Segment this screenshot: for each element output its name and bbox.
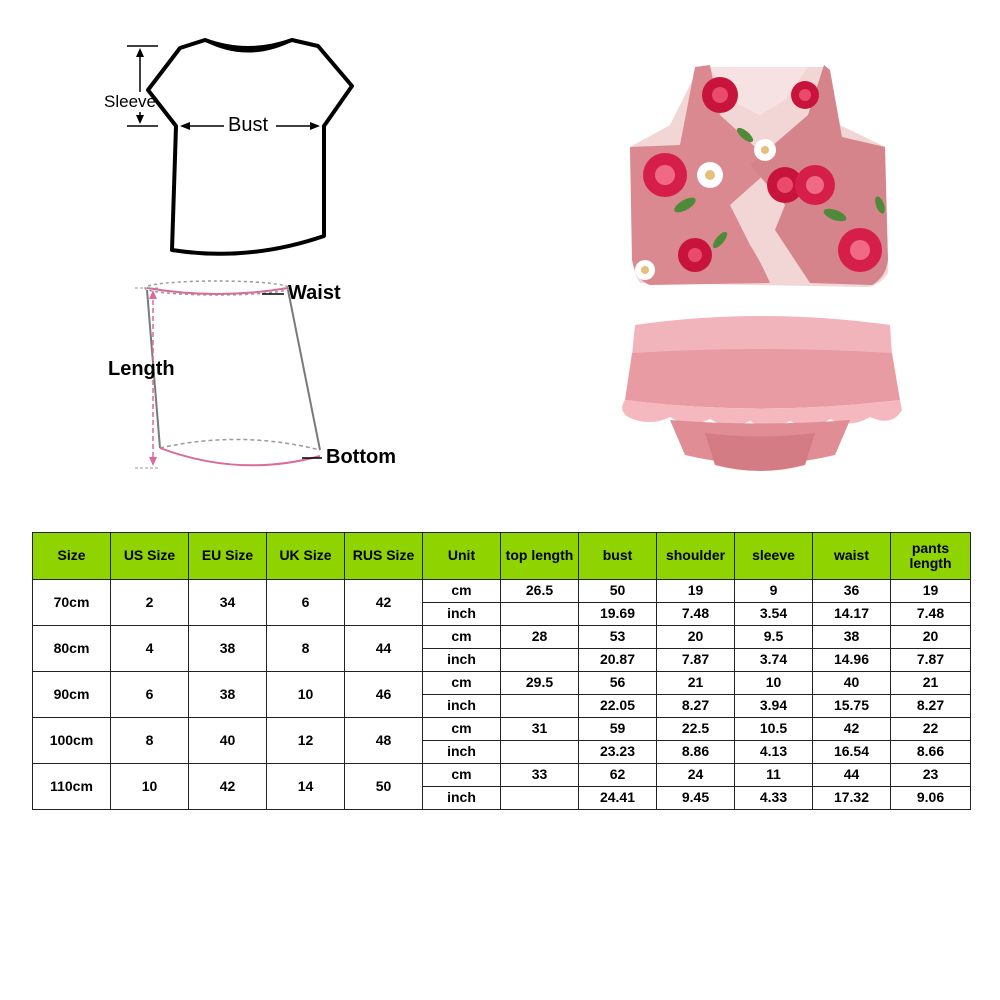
cell-sleeve: 4.13: [735, 741, 813, 764]
cell-rus: 50: [345, 764, 423, 810]
cell-sleeve: 11: [735, 764, 813, 787]
cell-shoulder: 7.87: [657, 649, 735, 672]
cell-uk: 6: [267, 580, 345, 626]
cell-bust: 59: [579, 718, 657, 741]
header-uk-size: UK Size: [267, 533, 345, 580]
cell-sleeve: 3.54: [735, 603, 813, 626]
header-us-size: US Size: [111, 533, 189, 580]
header-unit: Unit: [423, 533, 501, 580]
cell-sleeve: 10.5: [735, 718, 813, 741]
cell-waist: 36: [813, 580, 891, 603]
bottom-label: Bottom: [326, 446, 396, 468]
cell-sleeve: 3.74: [735, 649, 813, 672]
cell-top-length: 26.5: [501, 580, 579, 603]
table-header-row: [33, 533, 971, 580]
header-bust: bust: [579, 533, 657, 580]
cell-bust: 24.41: [579, 787, 657, 810]
cell-top-length: [501, 649, 579, 672]
cell-top-length: 33: [501, 764, 579, 787]
cell-size: 100cm: [33, 718, 111, 764]
cell-top-length: [501, 603, 579, 626]
cell-waist: 14.17: [813, 603, 891, 626]
cell-us: 6: [111, 672, 189, 718]
cell-uk: 12: [267, 718, 345, 764]
cell-shoulder: 8.27: [657, 695, 735, 718]
table-row: [33, 764, 971, 787]
cell-uk: 8: [267, 626, 345, 672]
cell-us: 10: [111, 764, 189, 810]
cell-sleeve: 9.5: [735, 626, 813, 649]
product-photo: [610, 55, 910, 475]
header-size: Size: [33, 533, 111, 580]
cell-waist: 42: [813, 718, 891, 741]
cell-bust: 23.23: [579, 741, 657, 764]
cell-size: 80cm: [33, 626, 111, 672]
cell-unit: inch: [423, 649, 501, 672]
size-chart-table: [32, 532, 971, 810]
cell-eu: 38: [189, 672, 267, 718]
cell-pants-length: 8.66: [891, 741, 971, 764]
cell-top-length: [501, 741, 579, 764]
cell-size: 70cm: [33, 580, 111, 626]
table-row: [33, 718, 971, 741]
cell-us: 2: [111, 580, 189, 626]
cell-waist: 17.32: [813, 787, 891, 810]
cell-bust: 50: [579, 580, 657, 603]
cell-top-length: [501, 695, 579, 718]
measurement-diagram: [0, 0, 600, 500]
table-row: [33, 580, 971, 603]
sleeve-label: Sleeve: [104, 92, 156, 111]
cell-pants-length: 19: [891, 580, 971, 603]
cell-waist: 16.54: [813, 741, 891, 764]
cell-shoulder: 24: [657, 764, 735, 787]
bust-label: Bust: [228, 114, 269, 136]
tshirt-outline-icon: [148, 40, 352, 254]
cell-pants-length: 22: [891, 718, 971, 741]
table-row: [33, 626, 971, 649]
cell-pants-length: 7.87: [891, 649, 971, 672]
cell-sleeve: 10: [735, 672, 813, 695]
cell-sleeve: 9: [735, 580, 813, 603]
waist-label: Waist: [288, 282, 341, 304]
cell-shoulder: 19: [657, 580, 735, 603]
cell-size: 110cm: [33, 764, 111, 810]
cell-shoulder: 21: [657, 672, 735, 695]
cell-unit: cm: [423, 626, 501, 649]
cell-top-length: [501, 787, 579, 810]
cell-unit: cm: [423, 764, 501, 787]
cell-waist: 40: [813, 672, 891, 695]
cell-rus: 46: [345, 672, 423, 718]
cell-pants-length: 23: [891, 764, 971, 787]
cell-eu: 34: [189, 580, 267, 626]
cell-sleeve: 4.33: [735, 787, 813, 810]
cell-shoulder: 7.48: [657, 603, 735, 626]
cell-bust: 62: [579, 764, 657, 787]
cell-uk: 14: [267, 764, 345, 810]
header-eu-size: EU Size: [189, 533, 267, 580]
cell-bust: 22.05: [579, 695, 657, 718]
cell-shoulder: 20: [657, 626, 735, 649]
cell-waist: 44: [813, 764, 891, 787]
cell-bust: 19.69: [579, 603, 657, 626]
cell-waist: 15.75: [813, 695, 891, 718]
cell-pants-length: 7.48: [891, 603, 971, 626]
ruffle-bloomers-icon: [622, 316, 902, 471]
cell-eu: 42: [189, 764, 267, 810]
cell-eu: 38: [189, 626, 267, 672]
cell-us: 4: [111, 626, 189, 672]
cell-size: 90cm: [33, 672, 111, 718]
cell-eu: 40: [189, 718, 267, 764]
cell-pants-length: 9.06: [891, 787, 971, 810]
cell-unit: inch: [423, 787, 501, 810]
cell-pants-length: 8.27: [891, 695, 971, 718]
cell-shoulder: 8.86: [657, 741, 735, 764]
floral-crop-top-icon: [630, 65, 888, 287]
header-top-length: top length: [501, 533, 579, 580]
header-waist: waist: [813, 533, 891, 580]
cell-unit: inch: [423, 695, 501, 718]
cell-rus: 44: [345, 626, 423, 672]
cell-waist: 38: [813, 626, 891, 649]
cell-shoulder: 9.45: [657, 787, 735, 810]
length-label: Length: [108, 358, 175, 380]
cell-top-length: 28: [501, 626, 579, 649]
cell-waist: 14.96: [813, 649, 891, 672]
header-sleeve: sleeve: [735, 533, 813, 580]
cell-bust: 20.87: [579, 649, 657, 672]
cell-rus: 48: [345, 718, 423, 764]
cell-pants-length: 21: [891, 672, 971, 695]
cell-top-length: 29.5: [501, 672, 579, 695]
cell-us: 8: [111, 718, 189, 764]
cell-bust: 56: [579, 672, 657, 695]
cell-unit: cm: [423, 672, 501, 695]
cell-bust: 53: [579, 626, 657, 649]
cell-unit: inch: [423, 741, 501, 764]
cell-unit: inch: [423, 603, 501, 626]
cell-top-length: 31: [501, 718, 579, 741]
cell-pants-length: 20: [891, 626, 971, 649]
cell-shoulder: 22.5: [657, 718, 735, 741]
header-shoulder: shoulder: [657, 533, 735, 580]
cell-rus: 42: [345, 580, 423, 626]
table-row: [33, 672, 971, 695]
header-rus-size: RUS Size: [345, 533, 423, 580]
cell-sleeve: 3.94: [735, 695, 813, 718]
cell-unit: cm: [423, 580, 501, 603]
cell-unit: cm: [423, 718, 501, 741]
cell-uk: 10: [267, 672, 345, 718]
header-pants-length: pants length: [891, 533, 971, 580]
